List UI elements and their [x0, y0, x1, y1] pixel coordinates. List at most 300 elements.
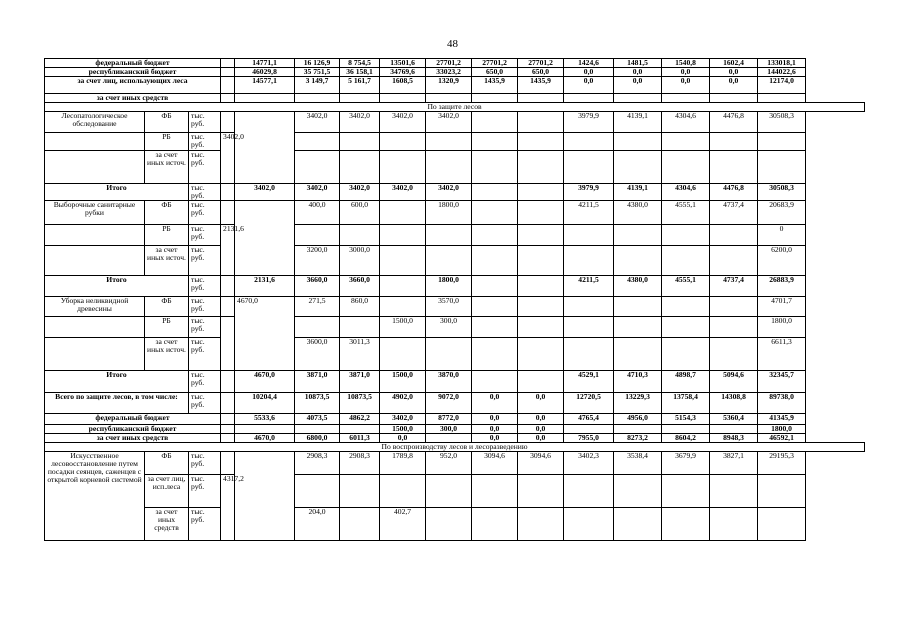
- table-cell: [340, 474, 380, 507]
- table-cell: [221, 413, 235, 424]
- table-cell: [295, 316, 340, 337]
- table-row: [45, 183, 865, 200]
- table-cell: [380, 296, 426, 316]
- table-cell: 1424,6: [564, 59, 614, 68]
- table-cell: [221, 111, 235, 132]
- table-cell: 3402,0: [426, 111, 472, 132]
- table-cell: [662, 296, 710, 316]
- table-cell: за счет иных средств: [45, 93, 221, 102]
- table-cell: [662, 337, 710, 370]
- table-cell: [614, 224, 662, 245]
- table-cell: [710, 150, 758, 183]
- table-cell: тыс. руб.: [189, 275, 221, 296]
- table-cell: [340, 507, 380, 540]
- table-cell: 3402,0: [426, 183, 472, 200]
- table-row: [45, 111, 865, 132]
- table-cell: 400,0: [295, 200, 340, 224]
- table-cell: тыс. руб.: [189, 451, 221, 474]
- table-cell: [380, 150, 426, 183]
- table-row: [45, 337, 865, 370]
- table-cell: [758, 507, 806, 540]
- table-cell: 36 158,1: [340, 67, 380, 76]
- table-cell: [221, 392, 235, 413]
- table-cell: [662, 424, 710, 433]
- table-cell: [662, 316, 710, 337]
- table-cell: 3402,0: [221, 132, 235, 183]
- table-cell: ФБ: [145, 200, 189, 224]
- table-cell: [614, 296, 662, 316]
- table-cell: 41345,9: [758, 413, 806, 424]
- table-cell: 204,0: [295, 507, 340, 540]
- table-cell: 30508,3: [758, 183, 806, 200]
- table-cell: 4380,0: [614, 275, 662, 296]
- table-cell: Уборка неликвидной древесины: [45, 296, 145, 316]
- table-cell: 3979,9: [564, 183, 614, 200]
- table-cell: 33023,2: [426, 67, 472, 76]
- table-cell: [614, 424, 662, 433]
- table-cell: [426, 132, 472, 150]
- table-cell: [758, 150, 806, 183]
- table-cell: тыс. руб.: [189, 507, 221, 540]
- table-cell: [235, 451, 295, 540]
- table-cell: 4710,3: [614, 370, 662, 392]
- table-cell: 3402,0: [295, 183, 340, 200]
- table-cell: 952,0: [426, 451, 472, 474]
- table-cell: Искусственное лесовосстановление путем посадки сеянцев, саженцев с открытой корневой системой: [45, 451, 145, 540]
- table-cell: 14308,8: [710, 392, 758, 413]
- table-cell: 4555,1: [662, 275, 710, 296]
- table-cell: 1481,5: [614, 59, 662, 68]
- table-cell: 4862,2: [340, 413, 380, 424]
- table-cell: [614, 507, 662, 540]
- table-cell: 1800,0: [758, 316, 806, 337]
- table-cell: [518, 474, 564, 507]
- page-number: 48: [447, 38, 458, 50]
- table-cell: [221, 59, 235, 68]
- table-cell: 4670,0: [235, 433, 295, 442]
- table-cell: [662, 150, 710, 183]
- table-cell: 0,0: [710, 76, 758, 93]
- table-cell: 0,0: [518, 413, 564, 424]
- table-cell: [564, 150, 614, 183]
- table-cell: 3402,0: [340, 111, 380, 132]
- table-row: [45, 200, 865, 224]
- table-cell: 1435,9: [518, 76, 564, 93]
- table-cell: ФБ: [145, 111, 189, 132]
- table-cell: [472, 245, 518, 275]
- table-cell: 26883,9: [758, 275, 806, 296]
- table-cell: 300,0: [426, 424, 472, 433]
- table-row: [45, 76, 865, 93]
- table-cell: республиканский бюджет: [45, 424, 221, 433]
- table-cell: 35 751,5: [295, 67, 340, 76]
- table-cell: 10873,5: [295, 392, 340, 413]
- table-row: [45, 433, 865, 442]
- table-cell: 3 149,7: [295, 76, 340, 93]
- table-cell: [710, 245, 758, 275]
- table-cell: [426, 507, 472, 540]
- table-cell: [235, 200, 295, 275]
- table-cell: 3402,0: [380, 413, 426, 424]
- table-row: [45, 424, 865, 433]
- table-cell: [472, 200, 518, 224]
- table-cell: 4211,5: [564, 200, 614, 224]
- table-cell: [45, 245, 145, 275]
- table-cell: [472, 507, 518, 540]
- table-row: [45, 442, 865, 451]
- table-cell: 0,0: [472, 392, 518, 413]
- table-cell: 8273,2: [614, 433, 662, 442]
- table-cell: 1800,0: [426, 200, 472, 224]
- table-cell: [564, 93, 614, 102]
- table-cell: [518, 150, 564, 183]
- table-cell: 6200,0: [758, 245, 806, 275]
- table-cell: 0,0: [518, 392, 564, 413]
- table-cell: [45, 337, 145, 370]
- table-cell: 4555,1: [662, 200, 710, 224]
- table-cell: [472, 296, 518, 316]
- table-cell: 4304,6: [662, 111, 710, 132]
- table-cell: 0,0: [564, 76, 614, 93]
- table-cell: 600,0: [340, 200, 380, 224]
- table-cell: 4476,8: [710, 183, 758, 200]
- table-cell: 14577,1: [235, 76, 295, 93]
- table-cell: По воспроизводству лесов и лесоразведению: [45, 442, 865, 451]
- table-cell: 3679,9: [662, 451, 710, 474]
- table-cell: за счет лиц, исп.леса: [145, 474, 189, 507]
- table-cell: 0,0: [518, 433, 564, 442]
- table-cell: [426, 150, 472, 183]
- table-cell: тыс. руб.: [189, 337, 221, 370]
- table-cell: 4670,0: [235, 370, 295, 392]
- table-cell: [45, 150, 145, 183]
- table-cell: [340, 132, 380, 150]
- table-cell: [221, 433, 235, 442]
- table-cell: 3979,9: [564, 111, 614, 132]
- table-cell: 6011,3: [340, 433, 380, 442]
- table-cell: 3402,0: [340, 183, 380, 200]
- table-cell: 27701,2: [518, 59, 564, 68]
- table-cell: [518, 224, 564, 245]
- table-cell: тыс. руб.: [189, 132, 221, 150]
- table-cell: 46592,1: [758, 433, 806, 442]
- table-cell: [340, 316, 380, 337]
- table-cell: [662, 245, 710, 275]
- table-cell: 271,5: [295, 296, 340, 316]
- table-cell: 0,0: [518, 424, 564, 433]
- table-cell: [710, 507, 758, 540]
- table-cell: [614, 132, 662, 150]
- table-cell: 1500,0: [380, 424, 426, 433]
- table-cell: [564, 132, 614, 150]
- table-cell: [426, 474, 472, 507]
- table-cell: [518, 200, 564, 224]
- table-cell: [758, 132, 806, 150]
- table-cell: [295, 224, 340, 245]
- table-cell: Итого: [45, 183, 189, 200]
- table-cell: [518, 296, 564, 316]
- table-cell: [221, 93, 235, 102]
- table-cell: 4902,0: [380, 392, 426, 413]
- table-cell: [710, 296, 758, 316]
- table-cell: [662, 474, 710, 507]
- table-cell: 3402,3: [564, 451, 614, 474]
- table-cell: [518, 316, 564, 337]
- table-cell: 860,0: [340, 296, 380, 316]
- table-cell: [472, 183, 518, 200]
- table-cell: 4304,6: [662, 183, 710, 200]
- table-cell: [472, 316, 518, 337]
- table-cell: 1800,0: [426, 275, 472, 296]
- table-cell: [221, 183, 235, 200]
- table-cell: [614, 245, 662, 275]
- table-cell: 0,0: [564, 67, 614, 76]
- table-cell: [710, 316, 758, 337]
- table-cell: [614, 93, 662, 102]
- table-cell: тыс. руб.: [189, 392, 221, 413]
- table-cell: 20683,9: [758, 200, 806, 224]
- table-cell: Лесопатологическое обследование: [45, 111, 145, 132]
- table-cell: 30508,3: [758, 111, 806, 132]
- table-cell: [662, 132, 710, 150]
- table-row: [45, 392, 865, 413]
- table-cell: [518, 111, 564, 132]
- table-cell: [518, 337, 564, 370]
- table-cell: [564, 245, 614, 275]
- table-cell: [235, 93, 295, 102]
- table-cell: [221, 316, 235, 370]
- table-cell: 3402,0: [380, 111, 426, 132]
- table-cell: [380, 93, 426, 102]
- table-cell: 5 161,7: [340, 76, 380, 93]
- table-cell: [518, 370, 564, 392]
- table-cell: тыс. руб.: [189, 296, 221, 316]
- table-cell: [710, 474, 758, 507]
- table-row: [45, 150, 865, 183]
- table-cell: 3660,0: [295, 275, 340, 296]
- table-cell: Итого: [45, 370, 189, 392]
- table-cell: 14771,1: [235, 59, 295, 68]
- table-cell: 300,0: [426, 316, 472, 337]
- table-cell: Итого: [45, 275, 189, 296]
- financing-table: [44, 58, 865, 541]
- table-cell: [564, 337, 614, 370]
- table-cell: [614, 337, 662, 370]
- table-cell: 3094,6: [472, 451, 518, 474]
- table-cell: [380, 337, 426, 370]
- table-cell: [45, 132, 145, 150]
- table-cell: 5094,6: [710, 370, 758, 392]
- table-cell: По защите лесов: [45, 102, 865, 111]
- table-cell: [710, 132, 758, 150]
- table-cell: за счет иных источ.: [145, 150, 189, 183]
- table-cell: 0,0: [614, 76, 662, 93]
- table-cell: 8 754,5: [340, 59, 380, 68]
- table-cell: 3402,0: [235, 183, 295, 200]
- table-row: [45, 296, 865, 316]
- table-cell: 650,0: [518, 67, 564, 76]
- table-cell: [380, 224, 426, 245]
- table-cell: [221, 275, 235, 296]
- table-cell: 4139,1: [614, 111, 662, 132]
- table-cell: [614, 474, 662, 507]
- table-cell: [564, 316, 614, 337]
- table-cell: 29195,3: [758, 451, 806, 474]
- table-cell: [235, 111, 295, 183]
- table-cell: 3871,0: [340, 370, 380, 392]
- table-cell: 4317,2: [221, 474, 235, 540]
- table-row: [45, 224, 865, 245]
- table-cell: 12174,0: [758, 76, 806, 93]
- table-cell: 3538,4: [614, 451, 662, 474]
- table-cell: 4701,7: [758, 296, 806, 316]
- table-cell: [518, 183, 564, 200]
- table-cell: 650,0: [472, 67, 518, 76]
- table-cell: 4211,5: [564, 275, 614, 296]
- table-cell: 4670,0: [235, 296, 295, 370]
- table-cell: тыс. руб.: [189, 183, 221, 200]
- table-cell: 0: [758, 224, 806, 245]
- table-cell: [564, 296, 614, 316]
- table-cell: [564, 507, 614, 540]
- table-cell: [472, 132, 518, 150]
- table-cell: [426, 337, 472, 370]
- table-cell: 3094,6: [518, 451, 564, 474]
- table-cell: 2908,3: [295, 451, 340, 474]
- table-cell: 6800,0: [295, 433, 340, 442]
- table-cell: [426, 433, 472, 442]
- table-cell: тыс. руб.: [189, 200, 221, 224]
- table-cell: 3200,0: [295, 245, 340, 275]
- table-cell: [45, 224, 145, 245]
- table-cell: 1800,0: [758, 424, 806, 433]
- table-cell: [221, 424, 235, 433]
- table-cell: 3011,3: [340, 337, 380, 370]
- table-cell: 4956,0: [614, 413, 662, 424]
- table-row: [45, 413, 865, 424]
- table-cell: [518, 507, 564, 540]
- table-cell: [472, 224, 518, 245]
- table-cell: 34769,6: [380, 67, 426, 76]
- table-row: [45, 245, 865, 275]
- table-cell: [221, 451, 235, 474]
- table-cell: [380, 275, 426, 296]
- table-cell: 89738,0: [758, 392, 806, 413]
- table-cell: ФБ: [145, 451, 189, 474]
- table-row: [45, 316, 865, 337]
- table-cell: 12720,5: [564, 392, 614, 413]
- table-cell: [518, 132, 564, 150]
- table-cell: 0,0: [472, 424, 518, 433]
- table-cell: [758, 93, 806, 102]
- table-cell: 4898,7: [662, 370, 710, 392]
- table-cell: 0,0: [614, 67, 662, 76]
- table-cell: [710, 224, 758, 245]
- table-cell: 8772,0: [426, 413, 472, 424]
- table-cell: 4139,1: [614, 183, 662, 200]
- table-cell: [614, 150, 662, 183]
- table-cell: тыс. руб.: [189, 474, 221, 507]
- table-cell: 1435,9: [472, 76, 518, 93]
- table-cell: [710, 93, 758, 102]
- table-cell: 7955,0: [564, 433, 614, 442]
- table-cell: ФБ: [145, 296, 189, 316]
- table-cell: 6611,3: [758, 337, 806, 370]
- table-cell: [295, 93, 340, 102]
- table-cell: [340, 224, 380, 245]
- table-cell: 3827,1: [710, 451, 758, 474]
- table-cell: 27701,2: [426, 59, 472, 68]
- table-cell: [564, 474, 614, 507]
- table-cell: 13229,3: [614, 392, 662, 413]
- table-cell: 10873,5: [340, 392, 380, 413]
- table-cell: 5154,3: [662, 413, 710, 424]
- table-cell: [380, 200, 426, 224]
- table-cell: федеральный бюджет: [45, 59, 221, 68]
- table-cell: [710, 337, 758, 370]
- table-cell: 27701,2: [472, 59, 518, 68]
- table-cell: [472, 111, 518, 132]
- table-cell: [45, 316, 145, 337]
- table-cell: [426, 224, 472, 245]
- table-cell: 4765,4: [564, 413, 614, 424]
- table-cell: РБ: [145, 224, 189, 245]
- table-cell: за счет лиц, использующих леса: [45, 76, 221, 93]
- table-cell: 1540,8: [662, 59, 710, 68]
- table-row: [45, 132, 865, 150]
- table-cell: 16 126,9: [295, 59, 340, 68]
- table-cell: [662, 507, 710, 540]
- table-cell: [221, 370, 235, 392]
- table-cell: [221, 200, 235, 224]
- table-cell: тыс. руб.: [189, 245, 221, 275]
- table-cell: 4529,1: [564, 370, 614, 392]
- table-cell: [472, 474, 518, 507]
- table-cell: [472, 370, 518, 392]
- table-cell: 5533,6: [235, 413, 295, 424]
- table-cell: РБ: [145, 316, 189, 337]
- table-cell: 1500,0: [380, 370, 426, 392]
- table-cell: 3871,0: [295, 370, 340, 392]
- table-body: [45, 59, 865, 541]
- table-cell: [221, 76, 235, 93]
- table-cell: Выборочные санитарные рубки: [45, 200, 145, 224]
- table-cell: [518, 275, 564, 296]
- table-cell: 4737,4: [710, 275, 758, 296]
- table-cell: [340, 150, 380, 183]
- table-cell: 1789,8: [380, 451, 426, 474]
- table-cell: 8948,3: [710, 433, 758, 442]
- table-cell: [564, 424, 614, 433]
- table-cell: [472, 275, 518, 296]
- table-cell: [662, 224, 710, 245]
- table-row: [45, 275, 865, 296]
- table-cell: за счет иных средств: [145, 507, 189, 540]
- table-cell: РБ: [145, 132, 189, 150]
- table-row: [45, 451, 865, 474]
- table-cell: 0,0: [662, 67, 710, 76]
- table-cell: 5360,4: [710, 413, 758, 424]
- table-cell: [221, 67, 235, 76]
- table-cell: тыс. руб.: [189, 316, 221, 337]
- table-cell: тыс. руб.: [189, 224, 221, 245]
- table-cell: 402,7: [380, 507, 426, 540]
- table-cell: [518, 245, 564, 275]
- table-cell: Всего по защите лесов, в том числе:: [45, 392, 189, 413]
- table-cell: 4380,0: [614, 200, 662, 224]
- table-cell: [340, 424, 380, 433]
- table-cell: 0,0: [472, 413, 518, 424]
